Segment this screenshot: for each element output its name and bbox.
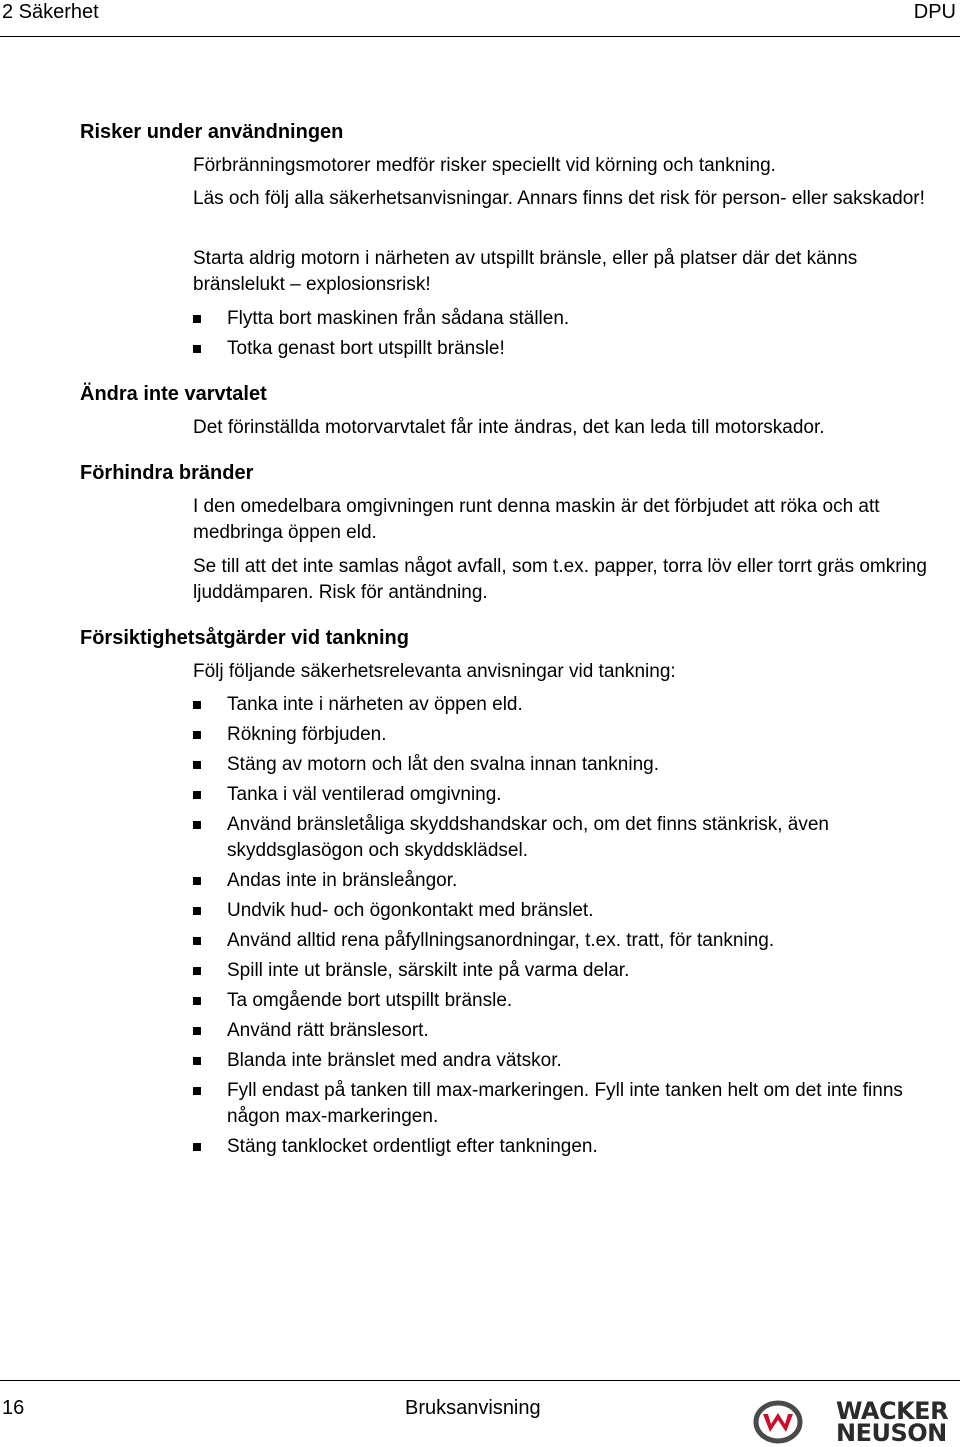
bullet-square-icon xyxy=(193,1087,201,1095)
refuel-bullet-list xyxy=(193,692,953,1164)
document-title: Bruksanvisning xyxy=(405,1397,541,1419)
list-item: Stäng tanklocket ordentligt efter tankningen. xyxy=(193,1134,953,1160)
brand-line-2: NEUSON xyxy=(836,1419,947,1447)
bullet-square-icon xyxy=(193,731,201,739)
fire-paragraph-1: I den omedelbara omgivningen runt denna maskin är det förbjudet att röka och att medbringa öppen eld. xyxy=(193,496,880,543)
risks-paragraph-1: Förbränningsmotorer medför risker speciellt vid körning och tankning. xyxy=(193,155,776,176)
bullet-square-icon xyxy=(193,701,201,709)
fire-paragraph-2: Se till att det inte samlas något avfall, som t.ex. papper, torra löv eller torrt gräs omkring ljuddämparen. Risk för antändning. xyxy=(193,556,927,603)
heading-fire: Förhindra bränder xyxy=(80,462,254,484)
page-number: 16 xyxy=(2,1397,25,1419)
page-header xyxy=(0,0,960,38)
list-item: Använd alltid rena påfyllningsanordningar, t.ex. tratt, för tankning. xyxy=(193,928,953,954)
brand-wordmark xyxy=(836,1397,949,1447)
section-title: 2 Säkerhet xyxy=(2,1,99,23)
bullet-square-icon xyxy=(193,877,201,885)
bullet-square-icon xyxy=(193,821,201,829)
list-item: Tanka inte i närheten av öppen eld. xyxy=(193,692,953,718)
risks-paragraph-3: Starta aldrig motorn i närheten av utspillt bränsle, eller på platser där det känns bränslelukt – explosionsrisk! xyxy=(193,248,858,295)
bullet-square-icon xyxy=(193,1027,201,1035)
list-item: Ta omgående bort utspillt bränsle. xyxy=(193,988,953,1014)
list-item: Flytta bort maskinen från sådana ställen. xyxy=(193,306,953,332)
page-footer xyxy=(0,1380,960,1447)
footer-rule xyxy=(0,1380,960,1381)
bullet-square-icon xyxy=(193,997,201,1005)
bullet-square-icon xyxy=(193,907,201,915)
list-item: Tanka i väl ventilerad omgivning. xyxy=(193,782,953,808)
bullet-square-icon xyxy=(193,761,201,769)
heading-refuel: Försiktighetsåtgärder vid tankning xyxy=(80,627,409,649)
bullet-square-icon xyxy=(193,315,201,323)
list-item: Andas inte in bränsleångor. xyxy=(193,868,953,894)
refuel-paragraph-1: Följ följande säkerhetsrelevanta anvisningar vid tankning: xyxy=(193,661,676,682)
heading-risks: Risker under användningen xyxy=(80,121,344,143)
list-item: Spill inte ut bränsle, särskilt inte på varma delar. xyxy=(193,958,953,984)
bullet-square-icon xyxy=(193,1143,201,1151)
product-name: DPU xyxy=(913,1,956,23)
list-item: Rökning förbjuden. xyxy=(193,722,953,748)
risks-paragraph-2: Läs och följ alla säkerhetsanvisningar. Annars finns det risk för person- eller sakskador! xyxy=(193,188,925,209)
list-item: Totka genast bort utspillt bränsle! xyxy=(193,336,953,362)
bullet-square-icon xyxy=(193,967,201,975)
speed-paragraph-1: Det förinställda motorvarvtalet får inte ändras, det kan leda till motorskador. xyxy=(193,417,825,438)
list-item: Använd rätt bränslesort. xyxy=(193,1018,953,1044)
list-item: Stäng av motorn och låt den svalna innan tankning. xyxy=(193,752,953,778)
heading-speed: Ändra inte varvtalet xyxy=(80,383,267,405)
list-item: Använd bränsletåliga skyddshandskar och, om det finns stänkrisk, även skyddsglasögon och skyddsklädsel. xyxy=(193,812,953,864)
list-item: Blanda inte bränslet med andra vätskor. xyxy=(193,1048,953,1074)
bullet-square-icon xyxy=(193,345,201,353)
risks-bullet-list xyxy=(193,306,953,362)
list-item: Undvik hud- och ögonkontakt med bränslet. xyxy=(193,898,953,924)
bullet-square-icon xyxy=(193,1057,201,1065)
wacker-neuson-logo-icon xyxy=(753,1400,803,1444)
header-rule xyxy=(0,36,960,37)
bullet-square-icon xyxy=(193,937,201,945)
list-item: Fyll endast på tanken till max-markeringen. Fyll inte tanken helt om det inte finns någon max-markeringen. xyxy=(193,1078,953,1130)
bullet-square-icon xyxy=(193,791,201,799)
brand-line-1: WACKER xyxy=(836,1397,949,1425)
